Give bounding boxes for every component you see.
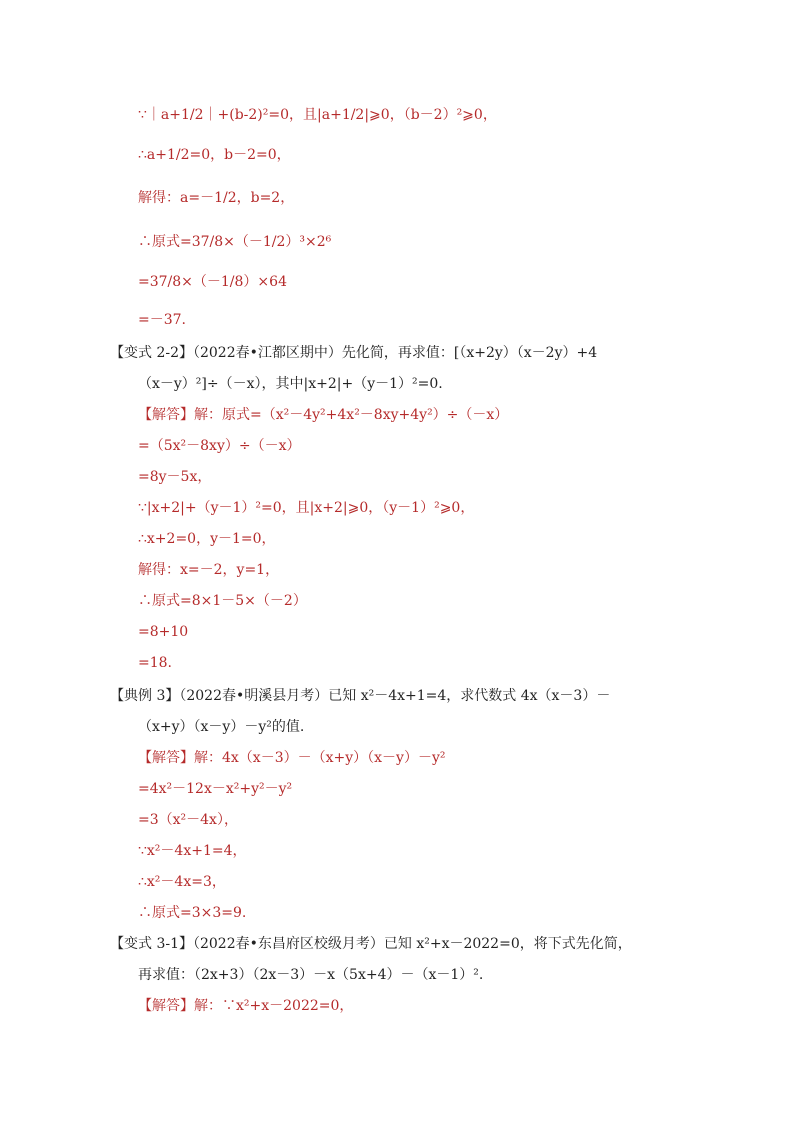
text-line: =8+10 <box>138 624 189 640</box>
text-line: ∵x²－4x+1=4， <box>138 843 247 859</box>
text-line: =8y－5x， <box>138 469 212 485</box>
text-line: 再求值：（2x+3）（2x－3）－x（5x+4）－（x－1）². <box>138 967 484 983</box>
answer-line: 【解答】解：4x（x－3）－（x+y）（x－y）－y² <box>138 750 446 766</box>
answer-line: 【解答】解：原式=（x²－4y²+4x²－8xy+4y²）÷（－x） <box>138 407 509 423</box>
text-line: ∴原式=3×3=9. <box>138 905 247 921</box>
text-line: =18. <box>138 655 172 671</box>
text-line: ∴x²－4x=3， <box>138 874 226 890</box>
question-heading: 【变式 3-1】（2022春•东昌府区校级月考）已知 x²+x－2022=0，将下式先化简， <box>110 936 632 952</box>
text-line: ∵|x+2|+（y－1）²=0，且|x+2|⩾0，（y－1）²⩾0， <box>138 500 475 516</box>
text-line: （x+y）（x－y）－y²的值. <box>138 719 305 735</box>
text-line: ∵｜a+1/2｜+(b-2)²=0，且|a+1/2|⩾0，（b－2）²⩾0， <box>138 107 497 123</box>
text-line: =3（x²－4x）， <box>138 812 238 828</box>
text-line: （x－y）²]÷（－x），其中|x+2|+（y－1）²=0. <box>138 376 443 392</box>
text-line: =－37. <box>138 312 186 328</box>
answer-line: 【解答】解：∵x²+x－2022=0， <box>138 998 354 1014</box>
text-line: =（5x²－8xy）÷（－x） <box>138 438 301 454</box>
text-line: 解得：x=－2，y=1， <box>138 562 280 578</box>
text-line: ∴x+2=0，y－1=0， <box>138 531 276 547</box>
text-line: =4x²－12x－x²+y²－y² <box>138 781 293 797</box>
text-line: =37/8×（－1/8）×64 <box>138 274 287 290</box>
text-line: ∴a+1/2=0，b－2=0， <box>138 147 291 163</box>
question-heading: 【典例 3】（2022春•明溪县月考）已知 x²－4x+1=4，求代数式 4x（x－3）－ <box>110 688 611 704</box>
text-line: ∴原式=8×1－5×（－2） <box>138 593 307 609</box>
text-line: 解得：a=－1/2，b=2， <box>138 190 295 206</box>
text-line: ∴原式=37/8×（－1/2）³×2⁶ <box>138 234 332 250</box>
question-heading: 【变式 2-2】（2022春•江都区期中）先化简，再求值：[（x+2y）（x－2y）+4 <box>110 345 598 361</box>
